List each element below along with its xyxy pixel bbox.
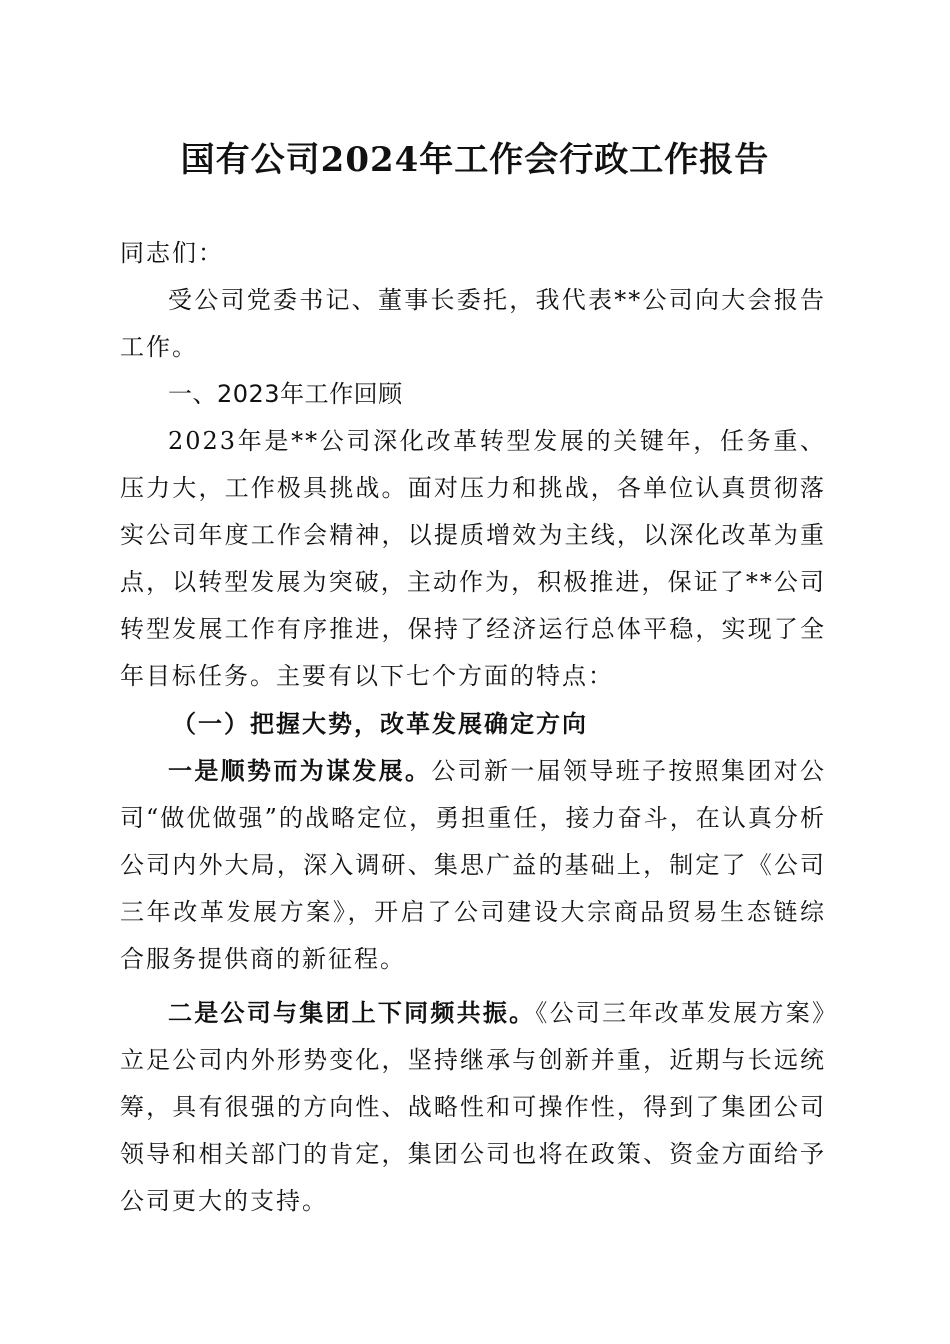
intro-paragraph: 受公司党委书记、董事长委托，我代表**公司向大会报告工作。 [120, 286, 826, 361]
salutation: 同志们： [120, 239, 224, 267]
point-text-2: 《公司三年改革发展方案》立足公司内外形势变化，坚持继承与创新并重，近期与长远统筹，具有很强的方向性、战略性和可操作性，得到了集团公司领导和相关部门的肯定，集团公司也将在政策、资金方面给予公司更大的支持。 [120, 999, 826, 1215]
point-lead-1: 一是顺势而为谋发展。 [168, 756, 432, 785]
point-paragraph-2 [120, 989, 826, 1225]
document-body [120, 230, 826, 1225]
section-heading: 一、2023年工作回顾 [168, 380, 403, 408]
point-text-1: 公司新一届领导班子按照集团对公司“做优做强”的战略定位，勇担重任，接力奋斗，在认真分析公司内外大局，深入调研、集思广益的基础上，制定了《公司三年改革发展方案》，开启了公司建设大宗商品贸易生态链综合服务提供商的新征程。 [120, 757, 827, 973]
point-paragraph-1 [120, 747, 826, 983]
subsection-heading: （一）把握大势，改革发展确定方向 [172, 709, 588, 738]
document-title: 国有公司2024年工作会行政工作报告 [180, 140, 770, 180]
point-lead-2: 二是公司与集团上下同频共振。 [168, 998, 536, 1027]
section-paragraph: 2023年是**公司深化改革转型发展的关键年，任务重、压力大，工作极具挑战。面对压力和挑战，各单位认真贯彻落实公司年度工作会精神，以提质增效为主线，以深化改革为重点，以转型发展为突破，主动作为，积极推进，保证了**公司转型发展工作有序推进，保持了经济运行总体平稳，实现了全年目标任务。主要有以下七个方面的特点： [120, 427, 826, 690]
